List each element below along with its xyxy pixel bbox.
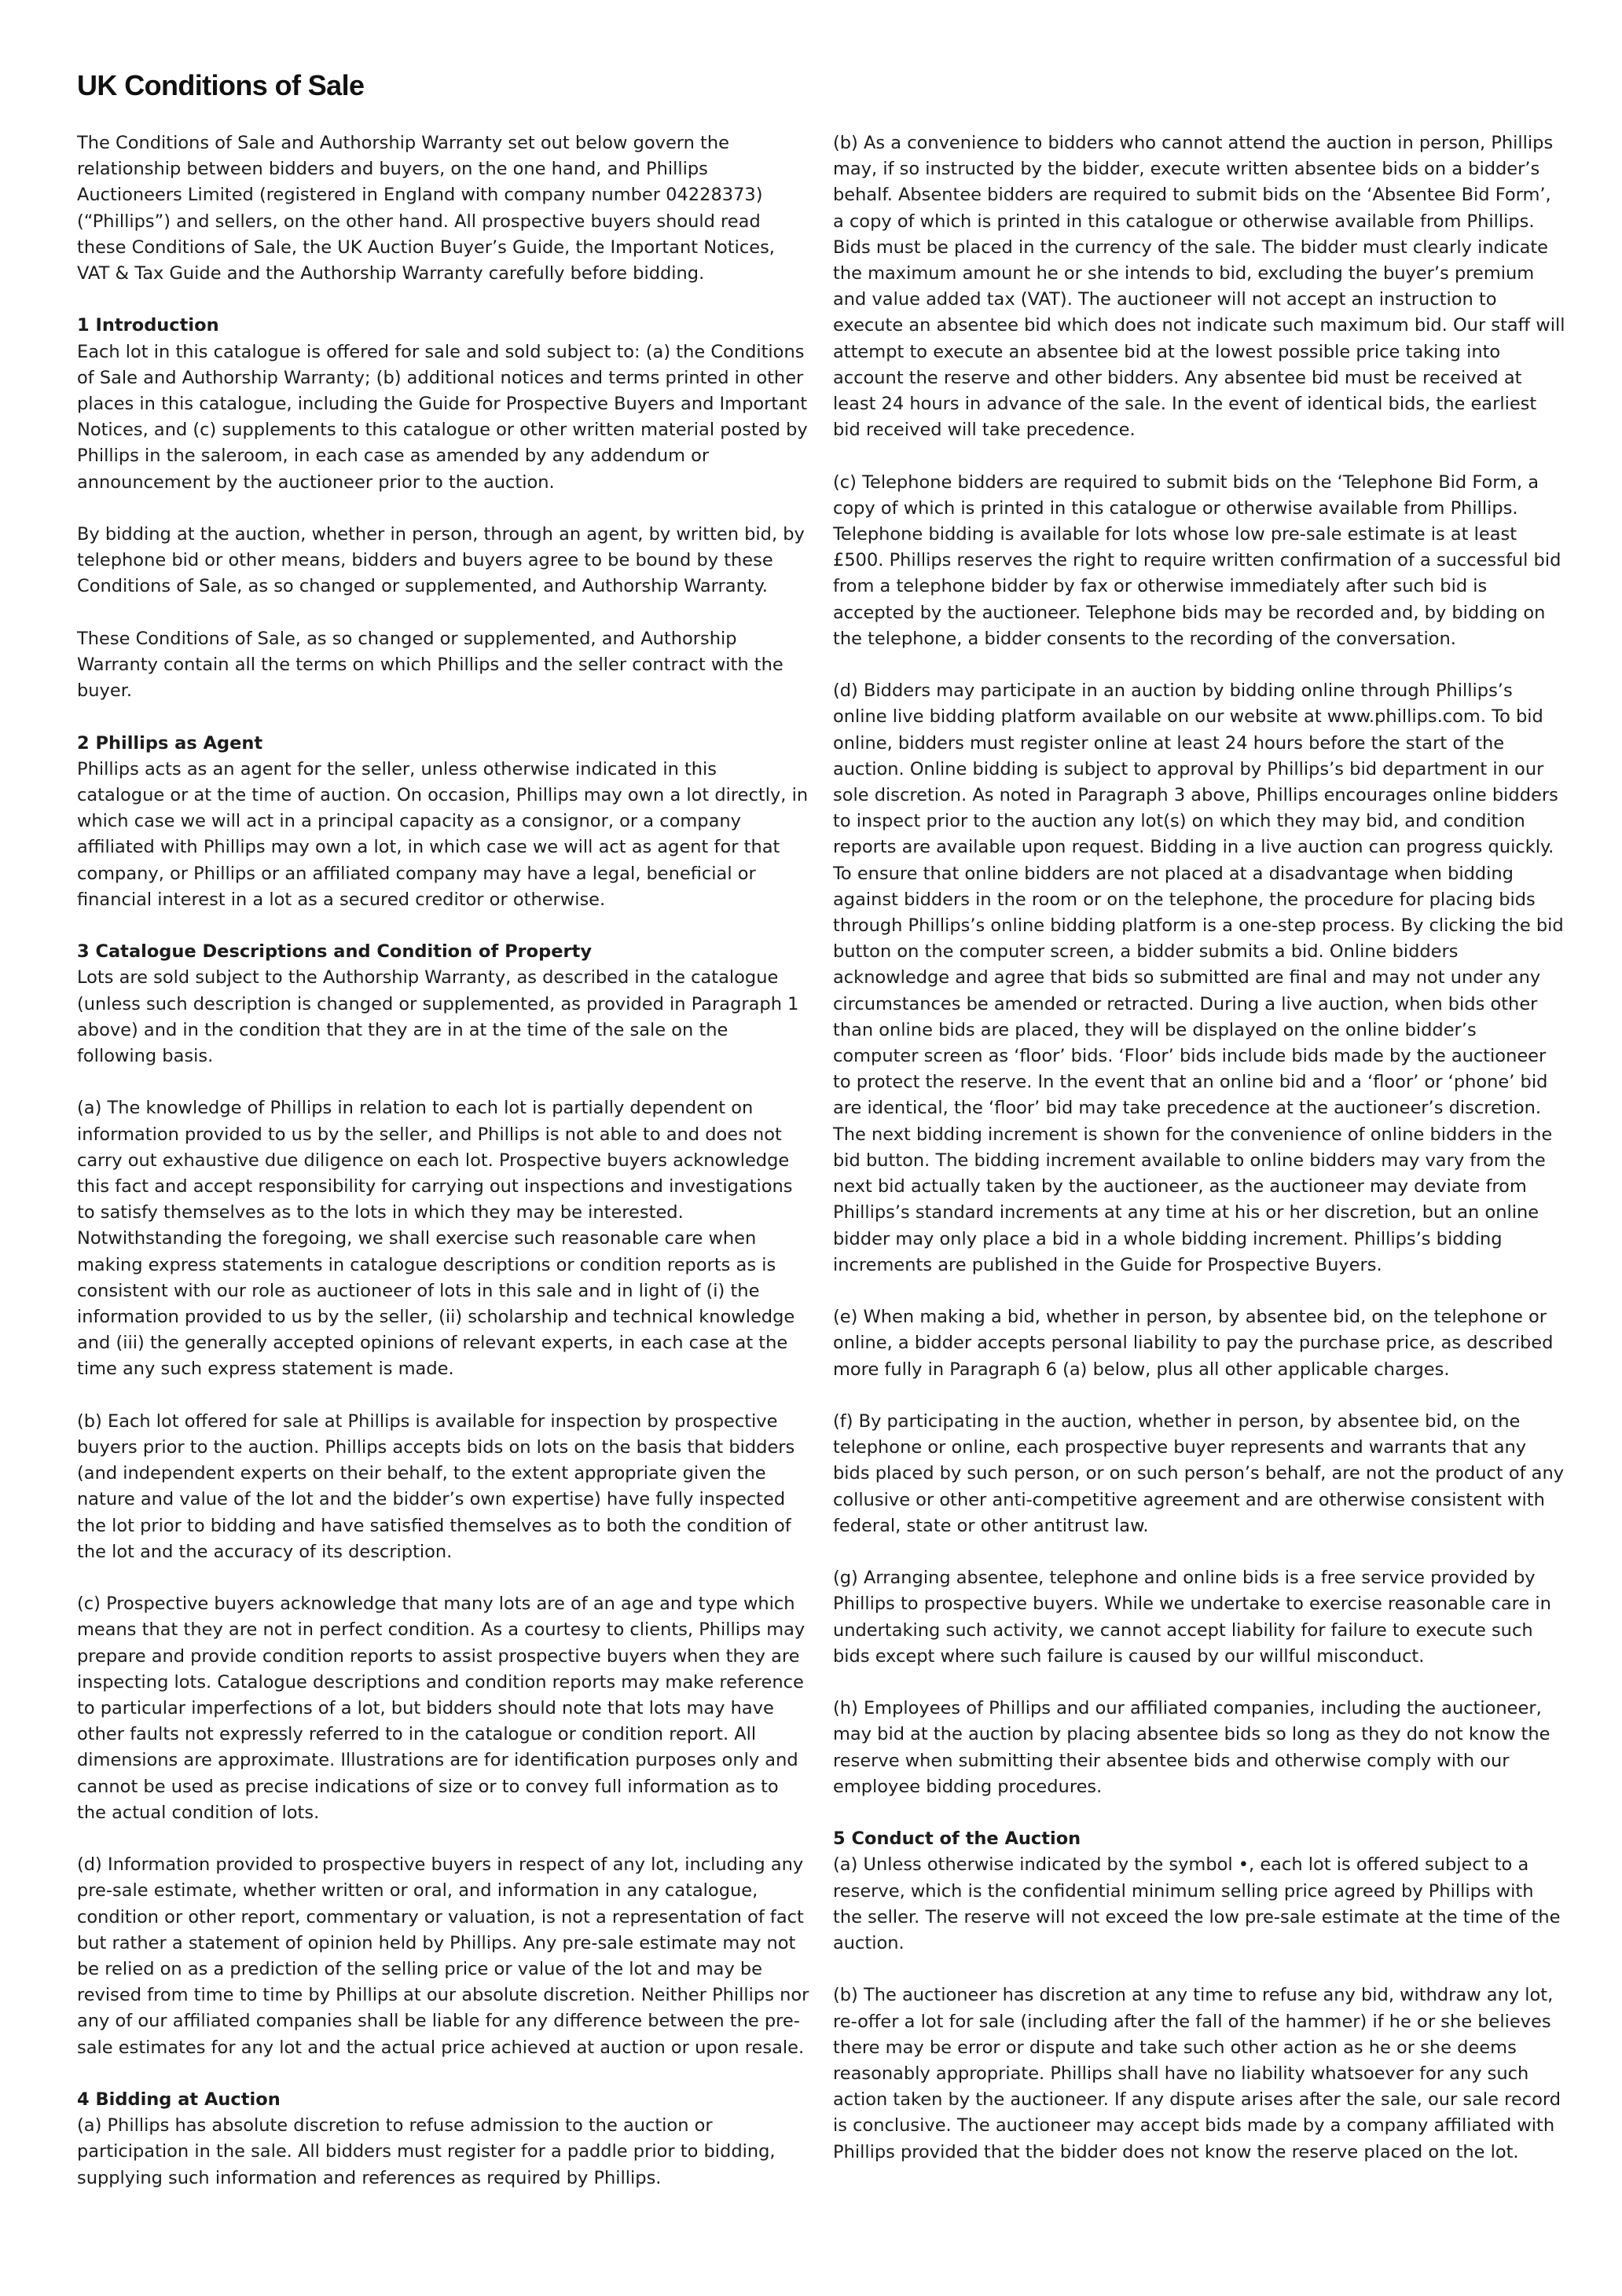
section-5-clause-b: (b) The auctioneer has discretion at any time to refuse any bid, withdraw any lot, re-offer a lot for sale (including after the fall of the hammer) if he or she believes there may be error or dispute and take such other action as he or she deems reasonably appropriate. Phillips shall have no liability whatsoever for any such action taken by the auctioneer. If any dispute arises after the sale, our sale record is conclusive. The auctioneer may accept bids made by a company affiliated with Phillips provided that the bidder does not know the reserve placed on the lot. <box>833 1985 1561 2162</box>
section-1-paragraph: These Conditions of Sale, as so changed or supplemented, and Authorship Warranty contain all the terms on which Phillips and the seller contract with the buyer. <box>77 628 783 702</box>
section-4-clause-f: (f) By participating in the auction, whether in person, by absentee bid, on the telephone or online, each prospective buyer represents and warrants that any bids placed by such person, or on such person’s behalf, are not the product of any collusive or other anti-competitive agreement and are otherwise consistent with federal, state or other antitrust law. <box>833 1410 1565 1536</box>
left-column <box>77 130 809 2217</box>
page-title: UK Conditions of Sale <box>77 69 365 101</box>
section-4-clause-c: (c) Telephone bidders are required to submit bids on the ‘Telephone Bid Form, a copy of which is printed in this catalogue or otherwise available from Phillips. Telephone bidding is available for lots whose low pre-sale estimate is at least £500. Phillips reserves the right to require written confirmation of a successful bid from a telephone bidder by fax or otherwise immediately after such bid is accepted by the auctioneer. Telephone bids may be recorded and, by bidding on the telephone, a bidder consents to the recording of the conversation. <box>833 471 1561 649</box>
section-heading-conduct-of-auction: 5 Conduct of the Auction <box>833 1828 1081 1850</box>
section-4-clause-g: (g) Arranging absentee, telephone and online bids is a free service provided by Phillips to prospective buyers. While we undertake to exercise reasonable care in undertaking such activity, we cannot accept liability for failure to execute such bids except where such failure is caused by our willful misconduct. <box>833 1568 1551 1667</box>
section-4-clause-e: (e) When making a bid, whether in person, by absentee bid, on the telephone or online, a bidder accepts personal liability to pay the purchase price, as described more fully in Paragraph 6 (a) below, plus all other applicable charges. <box>833 1307 1554 1380</box>
section-1-paragraph: By bidding at the auction, whether in person, through an agent, by written bid, by telephone bid or other means, bidders and buyers agree to be bound by these Conditions of Sale, as so changed or supplemented, and Authorship Warranty. <box>77 524 805 597</box>
section-heading-bidding-at-auction: 4 Bidding at Auction <box>77 2089 281 2111</box>
section-3-clause-d: (d) Information provided to prospective buyers in respect of any lot, including any pre-sale estimate, whether written or oral, and information in any catalogue, condition or other report, commentary or valuation, is not a representation of fact but rather a statement of opinion held by Phillips. Any pre-sale estimate may not be relied on as a prediction of the selling price or value of the lot and may be revised from time to time by Phillips at our absolute discretion. Neither Phillips nor any of our affiliated companies shall be liable for any difference between the pre-sale estimates for any lot and the actual price achieved at auction or upon resale. <box>77 1854 809 2058</box>
section-3-clause-c: (c) Prospective buyers acknowledge that many lots are of an age and type which means that they are not in perfect condition. As a courtesy to clients, Phillips may prepare and provide condition reports to assist prospective buyers when they are inspecting lots. Catalogue descriptions and condition reports may make reference to particular imperfections of a lot, but bidders should note that lots may have other faults not expressly referred to in the catalogue or condition report. All dimensions are approximate. Illustrations are for identification purposes only and cannot be used as precise indications of size or to convey full information as to the actual condition of lots. <box>77 1594 805 1823</box>
section-heading-introduction: 1 Introduction <box>77 315 219 336</box>
section-1-paragraph: Each lot in this catalogue is offered for sale and sold subject to: (a) the Conditions of Sale and Authorship Warranty; (b) additional notices and terms printed in other places in this catalogue, including the Guide for Prospective Buyers and Important Notices, and (c) supplements to this catalogue or other written material posted by Phillips in the saleroom, in each case as amended by any addendum or announcement by the auctioneer prior to the auction. <box>77 341 808 493</box>
section-3-paragraph: Lots are sold subject to the Authorship Warranty, as described in the catalogue (unless such description is changed or supplemented, as provided in Paragraph 1 above) and in the condition that they are in at the time of the sale on the following basis. <box>77 967 799 1067</box>
section-heading-phillips-as-agent: 2 Phillips as Agent <box>77 732 263 754</box>
section-5-clause-a: (a) Unless otherwise indicated by the symbol •, each lot is offered subject to a reserve, which is the confidential minimum selling price agreed by Phillips with the seller. The reserve will not exceed the low pre-sale estimate at the time of the auction. <box>833 1854 1561 1953</box>
right-column <box>833 130 1565 2191</box>
section-4-clause-b: (b) As a convenience to bidders who cannot attend the auction in person, Phillips may, if so instructed by the bidder, execute written absentee bids on a bidder’s behalf. Absentee bidders are required to submit bids on the ‘Absentee Bid Form’, a copy of which is printed in this catalogue or otherwise available from Phillips. Bids must be placed in the currency of the sale. The bidder must clearly indicate the maximum amount he or she intends to bid, excluding the buyer’s premium and value added tax (VAT). The auctioneer will not accept an instruction to execute an absentee bid which does not indicate such maximum bid. Our staff will attempt to execute an absentee bid at the lowest possible price taking into account the reserve and other bidders. Any absentee bid must be received at least 24 hours in advance of the sale. In the event of identical bids, the earliest bid received will take precedence. <box>833 133 1565 441</box>
section-heading-catalogue-descriptions: 3 Catalogue Descriptions and Condition of Property <box>77 941 592 963</box>
section-3-clause-b: (b) Each lot offered for sale at Phillips is available for inspection by prospective buyers prior to the auction. Phillips accepts bids on lots on the basis that bidders (and independent experts on their behalf, to the extent appropriate given the nature and value of the lot and the bidder’s own expertise) have fully inspected the lot prior to bidding and have satisfied themselves as to both the condition of the lot and the accuracy of its description. <box>77 1410 795 1562</box>
section-3-clause-a: (a) The knowledge of Phillips in relation to each lot is partially dependent on information provided to us by the seller, and Phillips is not able to and does not carry out exhaustive due diligence on each lot. Prospective buyers acknowledge this fact and accept responsibility for carrying out inspections and investigations to satisfy themselves as to the lots in which they may be interested. Notwithstanding the foregoing, we shall exercise such reasonable care when making express statements in catalogue descriptions or condition reports as is consistent with our role as auctioneer of lots in this sale and in light of (i) the information provided to us by the seller, (ii) scholarship and technical knowledge and (iii) the generally accepted opinions of relevant experts, in each case at the time any such express statement is made. <box>77 1098 795 1380</box>
section-4-clause-h: (h) Employees of Phillips and our affiliated companies, including the auctioneer, may bid at the auction by placing absentee bids so long as they do not know the reserve when submitting their absentee bids and otherwise comply with our employee bidding procedures. <box>833 1698 1550 1797</box>
section-4-clause-d: (d) Bidders may participate in an auction by bidding online through Phillips’s online live bidding platform available on our website at www.phillips.com. To bid online, bidders must register online at least 24 hours before the start of the auction. Online bidding is subject to approval by Phillips’s bid department in our sole discretion. As noted in Paragraph 3 above, Phillips encourages online bidders to inspect prior to the auction any lot(s) on which they may bid, and condition reports are available upon request. Bidding in a live auction can progress quickly. To ensure that online bidders are not placed at a disadvantage when bidding against bidders in the room or on the telephone, the procedure for placing bids through Phillips’s online bidding platform is a one-step process. By clicking the bid button on the computer screen, a bidder submits a bid. Online bidders acknowledge and agree that bids so submitted are final and may not under any circumstances be amended or retracted. During a live auction, when bids other than online bids are placed, they will be displayed on the online bidder’s computer screen as ‘floor’ bids. ‘Floor’ bids include bids made by the auctioneer to protect the reserve. In the event that an online bid and a ‘floor’ or ‘phone’ bid are identical, the ‘floor’ bid may take precedence at the auctioneer’s discretion. The next bidding increment is shown for the convenience of online bidders in the bid button. The bidding increment available to online bidders may vary from the next bid actually taken by the auctioneer, as the auctioneer may deviate from Phillips’s standard increments at any time at his or her discretion, but an online bidder may only place a bid in a whole bidding increment. Phillips’s bidding increments are published in the Guide for Prospective Buyers. <box>833 680 1564 1275</box>
section-4-clause-a: (a) Phillips has absolute discretion to refuse admission to the auction or participation in the sale. All bidders must register for a paddle prior to bidding, supplying such information and references as required by Phillips. <box>77 2115 776 2188</box>
section-2-paragraph: Phillips acts as an agent for the seller, unless otherwise indicated in this catalogue or at the time of auction. On occasion, Phillips may own a lot directly, in which case we will act in a principal capacity as a consignor, or a company affiliated with Phillips may own a lot, in which case we will act as agent for that company, or Phillips or an affiliated company may have a legal, beneficial or financial interest in a lot as a secured creditor or otherwise. <box>77 758 809 910</box>
intro-paragraph: The Conditions of Sale and Authorship Warranty set out below govern the relationship between bidders and buyers, on the one hand, and Phillips Auctioneers Limited (registered in England with company number 04228373)(“Phillips”) and sellers, on the other hand. All prospective buyers should read these Conditions of Sale, the UK Auction Buyer’s Guide, the Important Notices, VAT & Tax Guide and the Authorship Warranty carefully before bidding. <box>77 133 775 284</box>
